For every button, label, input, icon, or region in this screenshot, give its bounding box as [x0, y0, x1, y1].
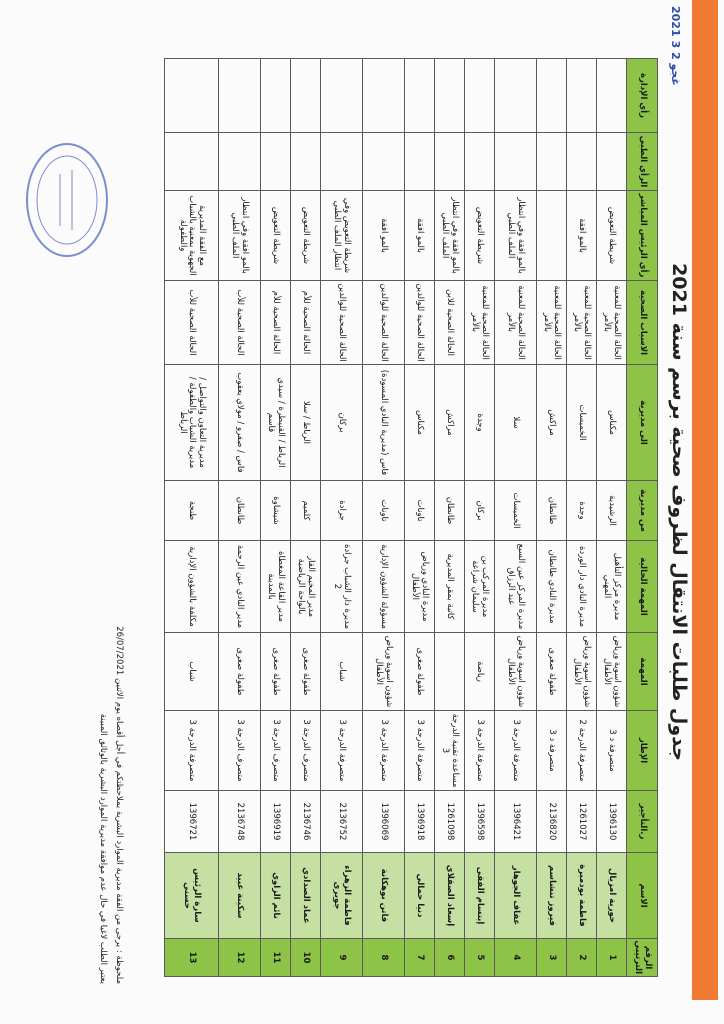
cell-task: مديرة مركز التأهيل المهني [597, 541, 627, 633]
cell-name: عفاف الجوهار [495, 853, 537, 939]
cell-name: دنيا حمالي [405, 853, 435, 939]
cell-medical [435, 133, 465, 191]
cell-n: 9 [321, 939, 363, 977]
cell-medical [291, 133, 321, 191]
cell-admin [363, 59, 405, 133]
cell-n: 13 [165, 939, 219, 977]
column-header: الإطار [627, 711, 658, 791]
cell-task: مدير المخيم القار بالواحة الرياضية [291, 541, 321, 633]
cell-chief: شريطة التعويض [597, 191, 627, 281]
cell-to: فاس (مديرية النادي المسودة) [363, 365, 405, 481]
cell-from: بركان [465, 481, 495, 541]
cell-name: إبتسام الفقى [465, 853, 495, 939]
cell-id: 2136752 [321, 791, 363, 853]
cell-medical [567, 133, 597, 191]
cell-n: 7 [405, 939, 435, 977]
cell-id: 1396919 [261, 791, 291, 853]
cell-from: طنجة [165, 481, 219, 541]
column-header: الرأي الطبي [627, 133, 658, 191]
table-row [291, 59, 321, 977]
cell-branch: طفولة صغرى [219, 633, 261, 711]
cell-chief: بالمو افقة وفي انتظار الملف الطبي [219, 191, 261, 281]
cell-task: مديرة المركز عين السبع عبد الرزاق [495, 541, 537, 633]
cell-admin [291, 59, 321, 133]
cell-branch: شؤون اسوية ورياض الأطفال [495, 633, 537, 711]
footnote-line-2: يعتبر الطلب لاغيا في حال عدم موافقة مديرية الموارد البشرية بالوثائق المبينة [98, 713, 108, 984]
cell-name: حورية امزيال [597, 853, 627, 939]
column-header: الى مديرية [627, 365, 658, 481]
cell-grade: متصرفة الدرجة 3 [405, 711, 435, 791]
cell-branch: شباب [321, 633, 363, 711]
cell-reason: الحالة الصحية للمعنية بالأمر [495, 281, 537, 365]
cell-grade: متصرفة الدرجة 3 [321, 711, 363, 791]
cell-id: 2136820 [537, 791, 567, 853]
cell-task: مديرة النادي ورياض الأطفال [405, 541, 435, 633]
cell-grade: متصرفة الدرجة 3 [165, 711, 219, 791]
cell-branch [435, 633, 465, 711]
cell-admin [405, 59, 435, 133]
cell-n: 4 [495, 939, 537, 977]
orange-header-bar [692, 0, 718, 1000]
cell-n: 3 [537, 939, 567, 977]
cell-medical [261, 133, 291, 191]
cell-n: 2 [567, 939, 597, 977]
cell-chief: بالمو افقة وفي انتظار الملف الطبي [495, 191, 537, 281]
cell-to: الرباط / القنيطرة / سيدي قاسم [261, 365, 291, 481]
cell-admin [261, 59, 291, 133]
cell-from: وجدة [567, 481, 597, 541]
date-mark-year: 2021 غجو [669, 6, 682, 86]
cell-task: كاتبة بمقر المديرية [435, 541, 465, 633]
cell-name: سكينة عبيد [219, 853, 261, 939]
cell-grade: متصرفة الدرجة 3 [363, 711, 405, 791]
cell-n: 12 [219, 939, 261, 977]
cell-medical [165, 133, 219, 191]
cell-admin [567, 59, 597, 133]
cell-chief: بالمو افقة [567, 191, 597, 281]
cell-grade: متصرف الدرجة 3 [261, 711, 291, 791]
cell-grade: متصرفة د 3 [537, 711, 567, 791]
cell-from: جرادة [321, 481, 363, 541]
cell-admin [165, 59, 219, 133]
cell-to: فاس / صفرو / مولاي يعقوب [219, 365, 261, 481]
cell-reason: الحالة الصحية للمعنية بالأمر [465, 281, 495, 365]
cell-to: مديرية التعاون والتواصل / مديرية الشباب والطفولة / الرباط [165, 365, 219, 481]
cell-chief: مع الفقة المديرية الجهوية بمعنية بالشباب والطفولة [165, 191, 219, 281]
cell-medical [363, 133, 405, 191]
cell-n: 1 [597, 939, 627, 977]
cell-from: الخميسات [495, 481, 537, 541]
cell-medical [405, 133, 435, 191]
table-row [495, 59, 537, 977]
cell-branch: شؤون اسوية ورياض الأطفال [363, 633, 405, 711]
cell-task: مدير القاعة المغطاة بالمدينة [261, 541, 291, 633]
cell-name: فاطمة الزهراء جويرى [321, 853, 363, 939]
footnote-line-1: ملحوظة : يرجى من الفقة مديرية الموارد البشرية بملاحظتكم في أجل أقصاه يوم الاثنين 26/07/2021 [114, 626, 124, 984]
document-title: جدول طلبات الانتقال لظروف صحية برسم سنة 2021 [668, 263, 690, 761]
requests-table [164, 58, 658, 977]
cell-chief: بالمو افقة [405, 191, 435, 281]
cell-name: عماد الصدادي [291, 853, 321, 939]
cell-to: بركان [321, 365, 363, 481]
cell-admin [597, 59, 627, 133]
table-row [567, 59, 597, 977]
column-header: المهمة [627, 633, 658, 711]
title-band [668, 0, 718, 1024]
cell-task: مديرة المركب بن سليمان شراعة [465, 541, 495, 633]
column-header: رأي الرئيس المباشر [627, 191, 658, 281]
cell-chief: شريطة التعويض [261, 191, 291, 281]
official-stamp [22, 140, 112, 260]
cell-medical [495, 133, 537, 191]
cell-name: فاتن بوهكانة [363, 853, 405, 939]
cell-to: مراكش [435, 365, 465, 481]
cell-chief: بالمو افقة [363, 191, 405, 281]
cell-branch: طفولة صغرى [405, 633, 435, 711]
cell-grade: متصرفة الدرجة 3 [465, 711, 495, 791]
cell-branch: شباب [165, 633, 219, 711]
cell-id: 2136746 [291, 791, 321, 853]
cell-from: طانطان [537, 481, 567, 541]
cell-reason: الحالة الصحية للأب [219, 281, 261, 365]
cell-to: الرباط / سلا [291, 365, 321, 481]
cell-name: سارة الرئيس حسني [165, 853, 219, 939]
table-row [405, 59, 435, 977]
cell-chief: بالمو افقة وفي انتظار الملف الطبي [435, 191, 465, 281]
cell-grade: متصرفة الدرجة 2 [567, 711, 597, 791]
cell-n: 6 [435, 939, 465, 977]
cell-n: 11 [261, 939, 291, 977]
cell-reason: الحالة الصحية للوالدين [363, 281, 405, 365]
column-header: الاسباب الصحية [627, 281, 658, 365]
table-row [363, 59, 405, 977]
cell-reason: الحالة الصحية للابن [435, 281, 465, 365]
cell-reason: الحالة الصحية للمعنية بالأمر [597, 281, 627, 365]
cell-task: مديرة دار الشباب جرادة 2 [321, 541, 363, 633]
cell-reason: الحالة الصحية للأم [261, 281, 291, 365]
table-row [261, 59, 291, 977]
cell-admin [465, 59, 495, 133]
cell-to: مكناس [405, 365, 435, 481]
header-row [627, 59, 658, 977]
cell-id: 1396598 [465, 791, 495, 853]
cell-reason: الحالة الصحية للمعنية بالأمر [567, 281, 597, 365]
cell-id: 1396421 [495, 791, 537, 853]
date-mark-day: 2 3 [669, 40, 682, 60]
cell-branch: شؤون اسوية ورياض الأطفال [567, 633, 597, 711]
cell-admin [537, 59, 567, 133]
cell-from: شيشاوة [261, 481, 291, 541]
column-header: الاسم [627, 853, 658, 939]
cell-chief [537, 191, 567, 281]
cell-name: فيروز تنشاسم [537, 853, 567, 939]
cell-from: كلميم [291, 481, 321, 541]
cell-id: 1396721 [165, 791, 219, 853]
cell-to: وجدة [465, 365, 495, 481]
table-row [321, 59, 363, 977]
cell-n: 5 [465, 939, 495, 977]
cell-chief: شريطة التعويض وفي انتظار الملف الطبي [321, 191, 363, 281]
table-row [465, 59, 495, 977]
column-header: من مديرية [627, 481, 658, 541]
cell-medical [537, 133, 567, 191]
cell-reason: الحالة الصحية للأب [165, 281, 219, 365]
cell-name: فاطمة بودمبرة [567, 853, 597, 939]
cell-chief: شريطة التعويض [465, 191, 495, 281]
cell-task: مكلفة بالشؤون الإدارية [165, 541, 219, 633]
cell-id: 1396130 [597, 791, 627, 853]
received-date-mark [669, 6, 682, 86]
table-row [435, 59, 465, 977]
cell-to: الخميسات [567, 365, 597, 481]
cell-branch: شؤون اسوية ورياض الأطفال [597, 633, 627, 711]
cell-medical [465, 133, 495, 191]
cell-id: 1261027 [567, 791, 597, 853]
table-row [597, 59, 627, 977]
cell-reason: الحالة الصحية للمعنية بالأمر [537, 281, 567, 365]
cell-id: 1396918 [405, 791, 435, 853]
cell-n: 10 [291, 939, 321, 977]
cell-grade: متصرف الدرجة 3 [219, 711, 261, 791]
cell-to: سلا [495, 365, 537, 481]
cell-medical [321, 133, 363, 191]
cell-from: تاونات [405, 481, 435, 541]
column-header: المهمة الحالية [627, 541, 658, 633]
table-row [537, 59, 567, 977]
column-header: الرقم الترتيبي [627, 939, 658, 977]
cell-grade: متصرف الدرجة 3 [291, 711, 321, 791]
cell-task: مديرة النادي طانطان [537, 541, 567, 633]
cell-medical [219, 133, 261, 191]
cell-chief: شريطة التعويض [291, 191, 321, 281]
cell-task: مسؤولة الشؤون الإدارية [363, 541, 405, 633]
cell-id: 1396069 [363, 791, 405, 853]
cell-reason: الحالة الصحية للأم [291, 281, 321, 365]
cell-branch: طفولة صغرى [261, 633, 291, 711]
cell-reason: الحالة الصحية للوالدين [405, 281, 435, 365]
cell-task: مديرة النادي دار الوردة [567, 541, 597, 633]
cell-name: إسعاد الصقلاي [435, 853, 465, 939]
cell-grade: متصرفة الدرجة 3 [495, 711, 537, 791]
cell-branch: رياضة [465, 633, 495, 711]
cell-n: 8 [363, 939, 405, 977]
cell-medical [597, 133, 627, 191]
cell-id: 2136748 [219, 791, 261, 853]
table-body [165, 59, 627, 977]
cell-name: نائم الزاوي [261, 853, 291, 939]
cell-branch: طفولة صغرى [291, 633, 321, 711]
cell-admin [219, 59, 261, 133]
cell-from: طانطان [219, 481, 261, 541]
cell-admin [435, 59, 465, 133]
cell-to: مكناس [597, 365, 627, 481]
cell-from: الرشيدية [597, 481, 627, 541]
cell-reason: الحالة الصحية للوالدين [321, 281, 363, 365]
table-row [165, 59, 219, 977]
cell-admin [495, 59, 537, 133]
cell-grade: متصرفة د 3 [597, 711, 627, 791]
cell-from: طانطان [435, 481, 465, 541]
cell-task: مدير النادي عين الرحمة [219, 541, 261, 633]
cell-from: تاونات [363, 481, 405, 541]
cell-grade: مساعدة تقنية الدرجة 3 [435, 711, 465, 791]
cell-branch: طفولة صغرى [537, 633, 567, 711]
column-header: ر.التأجير [627, 791, 658, 853]
column-header: رأي الإدارة [627, 59, 658, 133]
cell-to: مراكش [537, 365, 567, 481]
cell-id: 1261098 [435, 791, 465, 853]
cell-admin [321, 59, 363, 133]
table-row [219, 59, 261, 977]
